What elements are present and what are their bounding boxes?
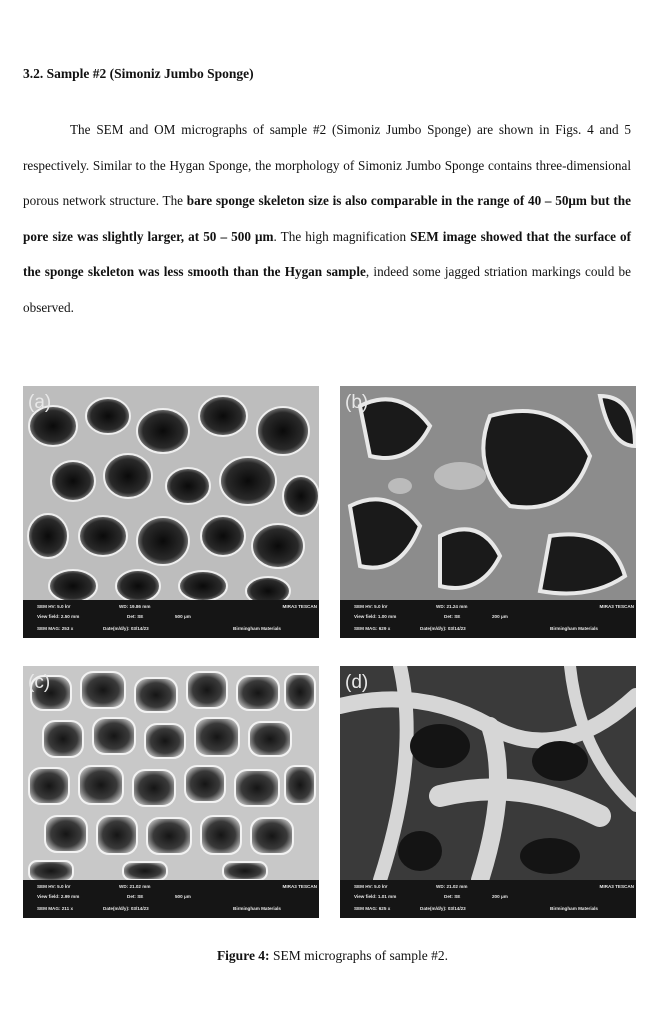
- detector-text: Det: SE: [444, 614, 461, 619]
- figure-caption: [0, 948, 665, 964]
- lab-text: Birmingham Materials: [550, 906, 598, 911]
- para-bold-1: bare sponge skeleton size is also comparable in the range of 40 – 50μm but the pore size was slightly larger, at 50 – 500 μm: [23, 193, 631, 244]
- magnification-text: SEM MAG: 211 x: [37, 906, 73, 911]
- magnification-text: SEM MAG: 253 x: [37, 626, 74, 631]
- caption-text: SEM micrographs of sample #2.: [269, 948, 449, 963]
- hv-text: SEM HV: 5.0 kV: [354, 604, 388, 609]
- para-text-1: The SEM and OM micrographs of sample #2 (Simoniz Jumbo Sponge) are shown in Figs. 4 and 5 respectively. Similar to the Hygan Sponge, the morphology of Simoniz Jumbo Sponge contains three-dimensional porous network structure. The: [23, 122, 631, 209]
- scale-text: 200 μm: [492, 894, 508, 899]
- hv-text: SEM HV: 5.0 kV: [354, 884, 388, 889]
- sem-info-bar: [23, 600, 319, 638]
- detector-text: Det: SE: [127, 894, 144, 899]
- panel-label: (d): [345, 672, 369, 693]
- lab-text: Birmingham Materials: [550, 626, 598, 631]
- sem-micrograph-image: [23, 386, 319, 600]
- wd-text: WD: 21.02 mm: [119, 884, 151, 889]
- wd-text: WD: 19.86 mm: [119, 604, 151, 609]
- brand-text: MIRA3 TESCAN: [282, 604, 317, 609]
- date-text: Date(m/d/y): 03/14/23: [420, 906, 466, 911]
- date-text: Date(m/d/y): 03/14/23: [103, 626, 149, 631]
- sem-micrograph-image: [340, 666, 636, 880]
- scale-text: 200 μm: [492, 614, 508, 619]
- lab-text: Birmingham Materials: [233, 626, 281, 631]
- hv-text: SEM HV: 5.0 kV: [37, 884, 71, 889]
- sem-micrograph-image: [340, 386, 636, 600]
- wd-text: WD: 21.02 mm: [436, 884, 468, 889]
- panel-label: (b): [345, 392, 369, 413]
- caption-label: Figure 4:: [216, 948, 270, 963]
- view-field-text: View field: 1.01 mm: [354, 894, 397, 899]
- date-text: Date(m/d/y): 03/14/23: [103, 906, 149, 911]
- view-field-text: View field: 2.99 mm: [37, 894, 80, 899]
- sem-micrograph-image: [23, 666, 319, 880]
- sem-info-bar: [340, 600, 636, 638]
- brand-text: MIRA3 TESCAN: [599, 604, 634, 609]
- date-text: Date(m/d/y): 03/14/23: [420, 626, 466, 631]
- brand-text: MIRA3 TESCAN: [282, 884, 317, 889]
- view-field-text: View field: 1.00 mm: [354, 614, 397, 619]
- panel-label: (a): [28, 392, 52, 413]
- magnification-text: SEM MAG: 625 x: [354, 906, 391, 911]
- magnification-text: SEM MAG: 629 x: [354, 626, 391, 631]
- sem-panel-b: [340, 386, 636, 638]
- para-text-3: , indeed some jagged striation markings could be observed.: [23, 264, 631, 315]
- wd-text: WD: 21.24 mm: [436, 604, 468, 609]
- view-field-text: View field: 2.50 mm: [37, 614, 80, 619]
- lab-text: Birmingham Materials: [233, 906, 281, 911]
- sem-info-bar: [340, 880, 636, 918]
- brand-text: MIRA3 TESCAN: [599, 884, 634, 889]
- sem-info-bar: [23, 880, 319, 918]
- sem-panel-a: [23, 386, 319, 638]
- body-paragraph: [23, 112, 631, 326]
- detector-text: Det: SE: [444, 894, 461, 899]
- hv-text: SEM HV: 5.0 kV: [37, 604, 71, 609]
- panel-label: (c): [28, 672, 51, 693]
- section-heading: 3.2. Sample #2 (Simoniz Jumbo Sponge): [23, 66, 254, 81]
- scale-text: 500 μm: [175, 894, 191, 899]
- scale-text: 500 μm: [175, 614, 191, 619]
- para-bold-2: SEM image showed that the surface of the sponge skeleton was less smooth than the Hygan sample: [23, 228, 631, 280]
- sem-panel-c: [23, 666, 319, 918]
- sem-panel-d: [340, 666, 636, 918]
- para-text-2: . The high magnification: [273, 228, 411, 244]
- detector-text: Det: SE: [127, 614, 144, 619]
